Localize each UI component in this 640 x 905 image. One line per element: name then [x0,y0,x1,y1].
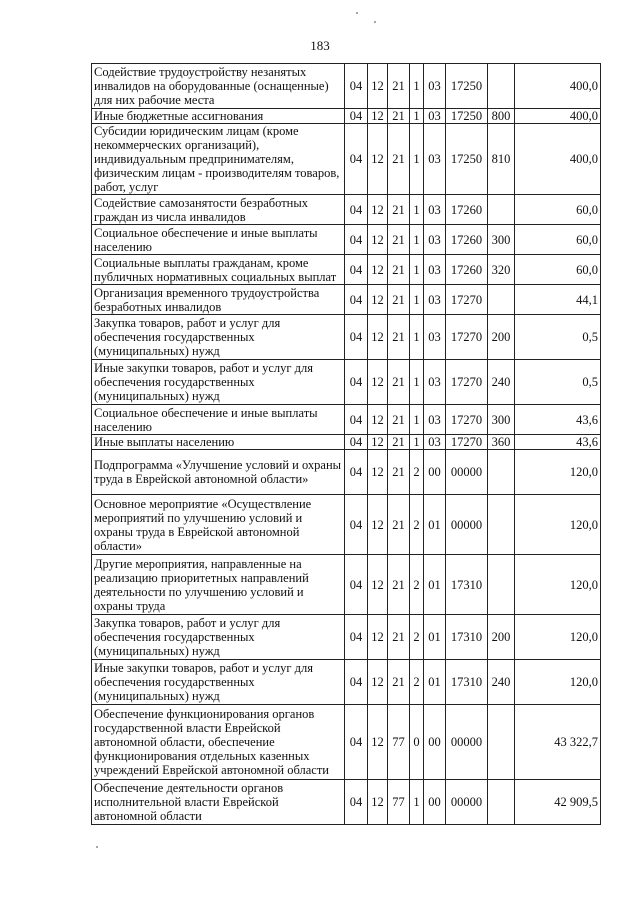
row-event: 03 [424,315,446,360]
row-section: 04 [345,109,368,124]
row-direction: 17250 [446,109,488,124]
row-direction: 17270 [446,360,488,405]
row-section: 04 [345,255,368,285]
row-event: 03 [424,225,446,255]
table-row [92,124,601,195]
row-section: 04 [345,705,368,780]
row-expense-type [488,495,515,555]
row-subprogram: 1 [410,124,424,195]
row-program: 77 [388,705,410,780]
row-subsection: 12 [368,64,388,109]
row-name: Закупка товаров, работ и услуг для обеспечения государственных (муниципальных) нужд [92,615,345,660]
row-amount: 43,6 [515,405,601,435]
row-subsection: 12 [368,405,388,435]
row-direction: 17250 [446,64,488,109]
row-amount: 400,0 [515,64,601,109]
table-row [92,705,601,780]
row-event: 00 [424,780,446,825]
row-event: 03 [424,360,446,405]
row-name: Обеспечение функционирования органов государственной власти Еврейской автономной области, обеспечение функционирования отдельных казенных учреждений Еврейской автономной области [92,705,345,780]
row-section: 04 [345,660,368,705]
row-subprogram: 2 [410,495,424,555]
row-program: 21 [388,64,410,109]
budget-table [91,63,601,825]
row-direction: 17270 [446,315,488,360]
row-name: Иные закупки товаров, работ и услуг для обеспечения государственных (муниципальных) нужд [92,660,345,705]
row-expense-type: 300 [488,225,515,255]
row-amount: 120,0 [515,660,601,705]
row-subprogram: 1 [410,225,424,255]
row-program: 21 [388,124,410,195]
row-amount: 60,0 [515,225,601,255]
row-subsection: 12 [368,615,388,660]
table-row [92,435,601,450]
row-amount: 44,1 [515,285,601,315]
row-subprogram: 0 [410,705,424,780]
row-subsection: 12 [368,225,388,255]
row-expense-type: 240 [488,360,515,405]
row-amount: 120,0 [515,495,601,555]
row-name: Иные закупки товаров, работ и услуг для обеспечения государственных (муниципальных) нужд [92,360,345,405]
row-section: 04 [345,615,368,660]
row-section: 04 [345,195,368,225]
row-subprogram: 1 [410,64,424,109]
row-subprogram: 1 [410,315,424,360]
row-amount: 120,0 [515,555,601,615]
row-direction: 17270 [446,435,488,450]
row-expense-type [488,285,515,315]
row-program: 21 [388,495,410,555]
row-direction: 00000 [446,450,488,495]
row-name: Содействие самозанятости безработных граждан из числа инвалидов [92,195,345,225]
row-name: Субсидии юридическим лицам (кроме некоммерческих организаций), индивидуальным предпринимателям, физическим лицам - производителям товаров, работ, услуг [92,124,345,195]
row-subsection: 12 [368,285,388,315]
row-event: 01 [424,615,446,660]
row-direction: 17250 [446,124,488,195]
row-amount: 120,0 [515,615,601,660]
row-subprogram: 2 [410,615,424,660]
table-row [92,495,601,555]
row-direction: 00000 [446,780,488,825]
row-amount: 0,5 [515,360,601,405]
row-subprogram: 1 [410,285,424,315]
row-expense-type [488,450,515,495]
row-amount: 0,5 [515,315,601,360]
row-expense-type: 200 [488,615,515,660]
row-name: Социальное обеспечение и иные выплаты населению [92,225,345,255]
row-event: 01 [424,660,446,705]
row-subprogram: 1 [410,109,424,124]
row-subsection: 12 [368,660,388,705]
table-row [92,405,601,435]
table-row [92,450,601,495]
row-program: 21 [388,195,410,225]
row-event: 01 [424,495,446,555]
scan-speck [374,21,376,23]
row-name: Социальное обеспечение и иные выплаты населению [92,405,345,435]
row-direction: 00000 [446,495,488,555]
row-section: 04 [345,780,368,825]
table-row [92,360,601,405]
row-event: 03 [424,405,446,435]
row-section: 04 [345,124,368,195]
row-expense-type: 240 [488,660,515,705]
row-amount: 120,0 [515,450,601,495]
row-program: 21 [388,435,410,450]
row-name: Иные бюджетные ассигнования [92,109,345,124]
scan-speck [96,846,98,848]
row-event: 03 [424,435,446,450]
row-name: Социальные выплаты гражданам, кроме публичных нормативных социальных выплат [92,255,345,285]
row-subsection: 12 [368,555,388,615]
row-amount: 43 322,7 [515,705,601,780]
row-program: 21 [388,450,410,495]
row-expense-type: 800 [488,109,515,124]
row-subsection: 12 [368,195,388,225]
row-section: 04 [345,285,368,315]
table-row [92,195,601,225]
table-row [92,780,601,825]
page-number: 183 [310,38,330,53]
row-name: Другие мероприятия, направленные на реализацию приоритетных направлений деятельности по улучшению условий и охраны труда [92,555,345,615]
row-program: 21 [388,255,410,285]
row-subsection: 12 [368,495,388,555]
row-amount: 60,0 [515,255,601,285]
row-name: Основное мероприятие «Осуществление мероприятий по улучшению условий и охраны труда в Еврейской автономной области» [92,495,345,555]
row-subsection: 12 [368,360,388,405]
row-amount: 400,0 [515,124,601,195]
row-direction: 17310 [446,555,488,615]
row-expense-type: 360 [488,435,515,450]
row-event: 03 [424,124,446,195]
row-direction: 00000 [446,705,488,780]
row-event: 03 [424,255,446,285]
table-row [92,555,601,615]
row-name: Иные выплаты населению [92,435,345,450]
scan-speck [356,12,358,14]
row-name: Организация временного трудоустройства безработных инвалидов [92,285,345,315]
row-section: 04 [345,435,368,450]
row-expense-type: 320 [488,255,515,285]
row-program: 21 [388,360,410,405]
row-subprogram: 2 [410,450,424,495]
row-program: 21 [388,405,410,435]
row-amount: 400,0 [515,109,601,124]
row-event: 03 [424,109,446,124]
row-subsection: 12 [368,435,388,450]
row-expense-type [488,780,515,825]
row-event: 00 [424,450,446,495]
row-subprogram: 1 [410,255,424,285]
row-section: 04 [345,360,368,405]
row-section: 04 [345,64,368,109]
row-direction: 17260 [446,255,488,285]
row-event: 01 [424,555,446,615]
row-expense-type: 810 [488,124,515,195]
row-section: 04 [345,495,368,555]
row-section: 04 [345,555,368,615]
row-direction: 17270 [446,285,488,315]
row-event: 00 [424,705,446,780]
row-subprogram: 1 [410,360,424,405]
row-name: Закупка товаров, работ и услуг для обеспечения государственных (муниципальных) нужд [92,315,345,360]
row-program: 77 [388,780,410,825]
table-row [92,660,601,705]
row-program: 21 [388,660,410,705]
row-direction: 17310 [446,615,488,660]
row-event: 03 [424,285,446,315]
table-row [92,255,601,285]
row-subsection: 12 [368,780,388,825]
row-subsection: 12 [368,450,388,495]
row-event: 03 [424,195,446,225]
row-amount: 60,0 [515,195,601,225]
row-subsection: 12 [368,315,388,360]
row-program: 21 [388,315,410,360]
row-program: 21 [388,285,410,315]
row-expense-type: 300 [488,405,515,435]
row-name: Подпрограмма «Улучшение условий и охраны труда в Еврейской автономной области» [92,450,345,495]
row-subprogram: 2 [410,555,424,615]
row-expense-type [488,705,515,780]
row-program: 21 [388,615,410,660]
row-section: 04 [345,405,368,435]
row-name: Обеспечение деятельности органов исполнительной власти Еврейской автономной области [92,780,345,825]
table-row [92,285,601,315]
table-row [92,225,601,255]
row-subsection: 12 [368,124,388,195]
row-subprogram: 1 [410,435,424,450]
row-direction: 17260 [446,195,488,225]
row-expense-type: 200 [488,315,515,360]
row-expense-type [488,195,515,225]
row-subprogram: 2 [410,660,424,705]
table-row [92,64,601,109]
row-amount: 42 909,5 [515,780,601,825]
row-subsection: 12 [368,109,388,124]
table-row [92,315,601,360]
row-program: 21 [388,109,410,124]
table-row [92,109,601,124]
row-direction: 17260 [446,225,488,255]
row-subprogram: 1 [410,195,424,225]
row-expense-type [488,555,515,615]
row-subprogram: 1 [410,780,424,825]
row-name: Содействие трудоустройству незанятых инвалидов на оборудованные (оснащенные) для них рабочие места [92,64,345,109]
row-program: 21 [388,225,410,255]
row-section: 04 [345,315,368,360]
row-amount: 43,6 [515,435,601,450]
budget-table-body [92,64,601,825]
row-subprogram: 1 [410,405,424,435]
row-subsection: 12 [368,705,388,780]
row-section: 04 [345,225,368,255]
row-expense-type [488,64,515,109]
row-direction: 17310 [446,660,488,705]
row-direction: 17270 [446,405,488,435]
table-row [92,615,601,660]
row-event: 03 [424,64,446,109]
row-subsection: 12 [368,255,388,285]
row-program: 21 [388,555,410,615]
row-section: 04 [345,450,368,495]
